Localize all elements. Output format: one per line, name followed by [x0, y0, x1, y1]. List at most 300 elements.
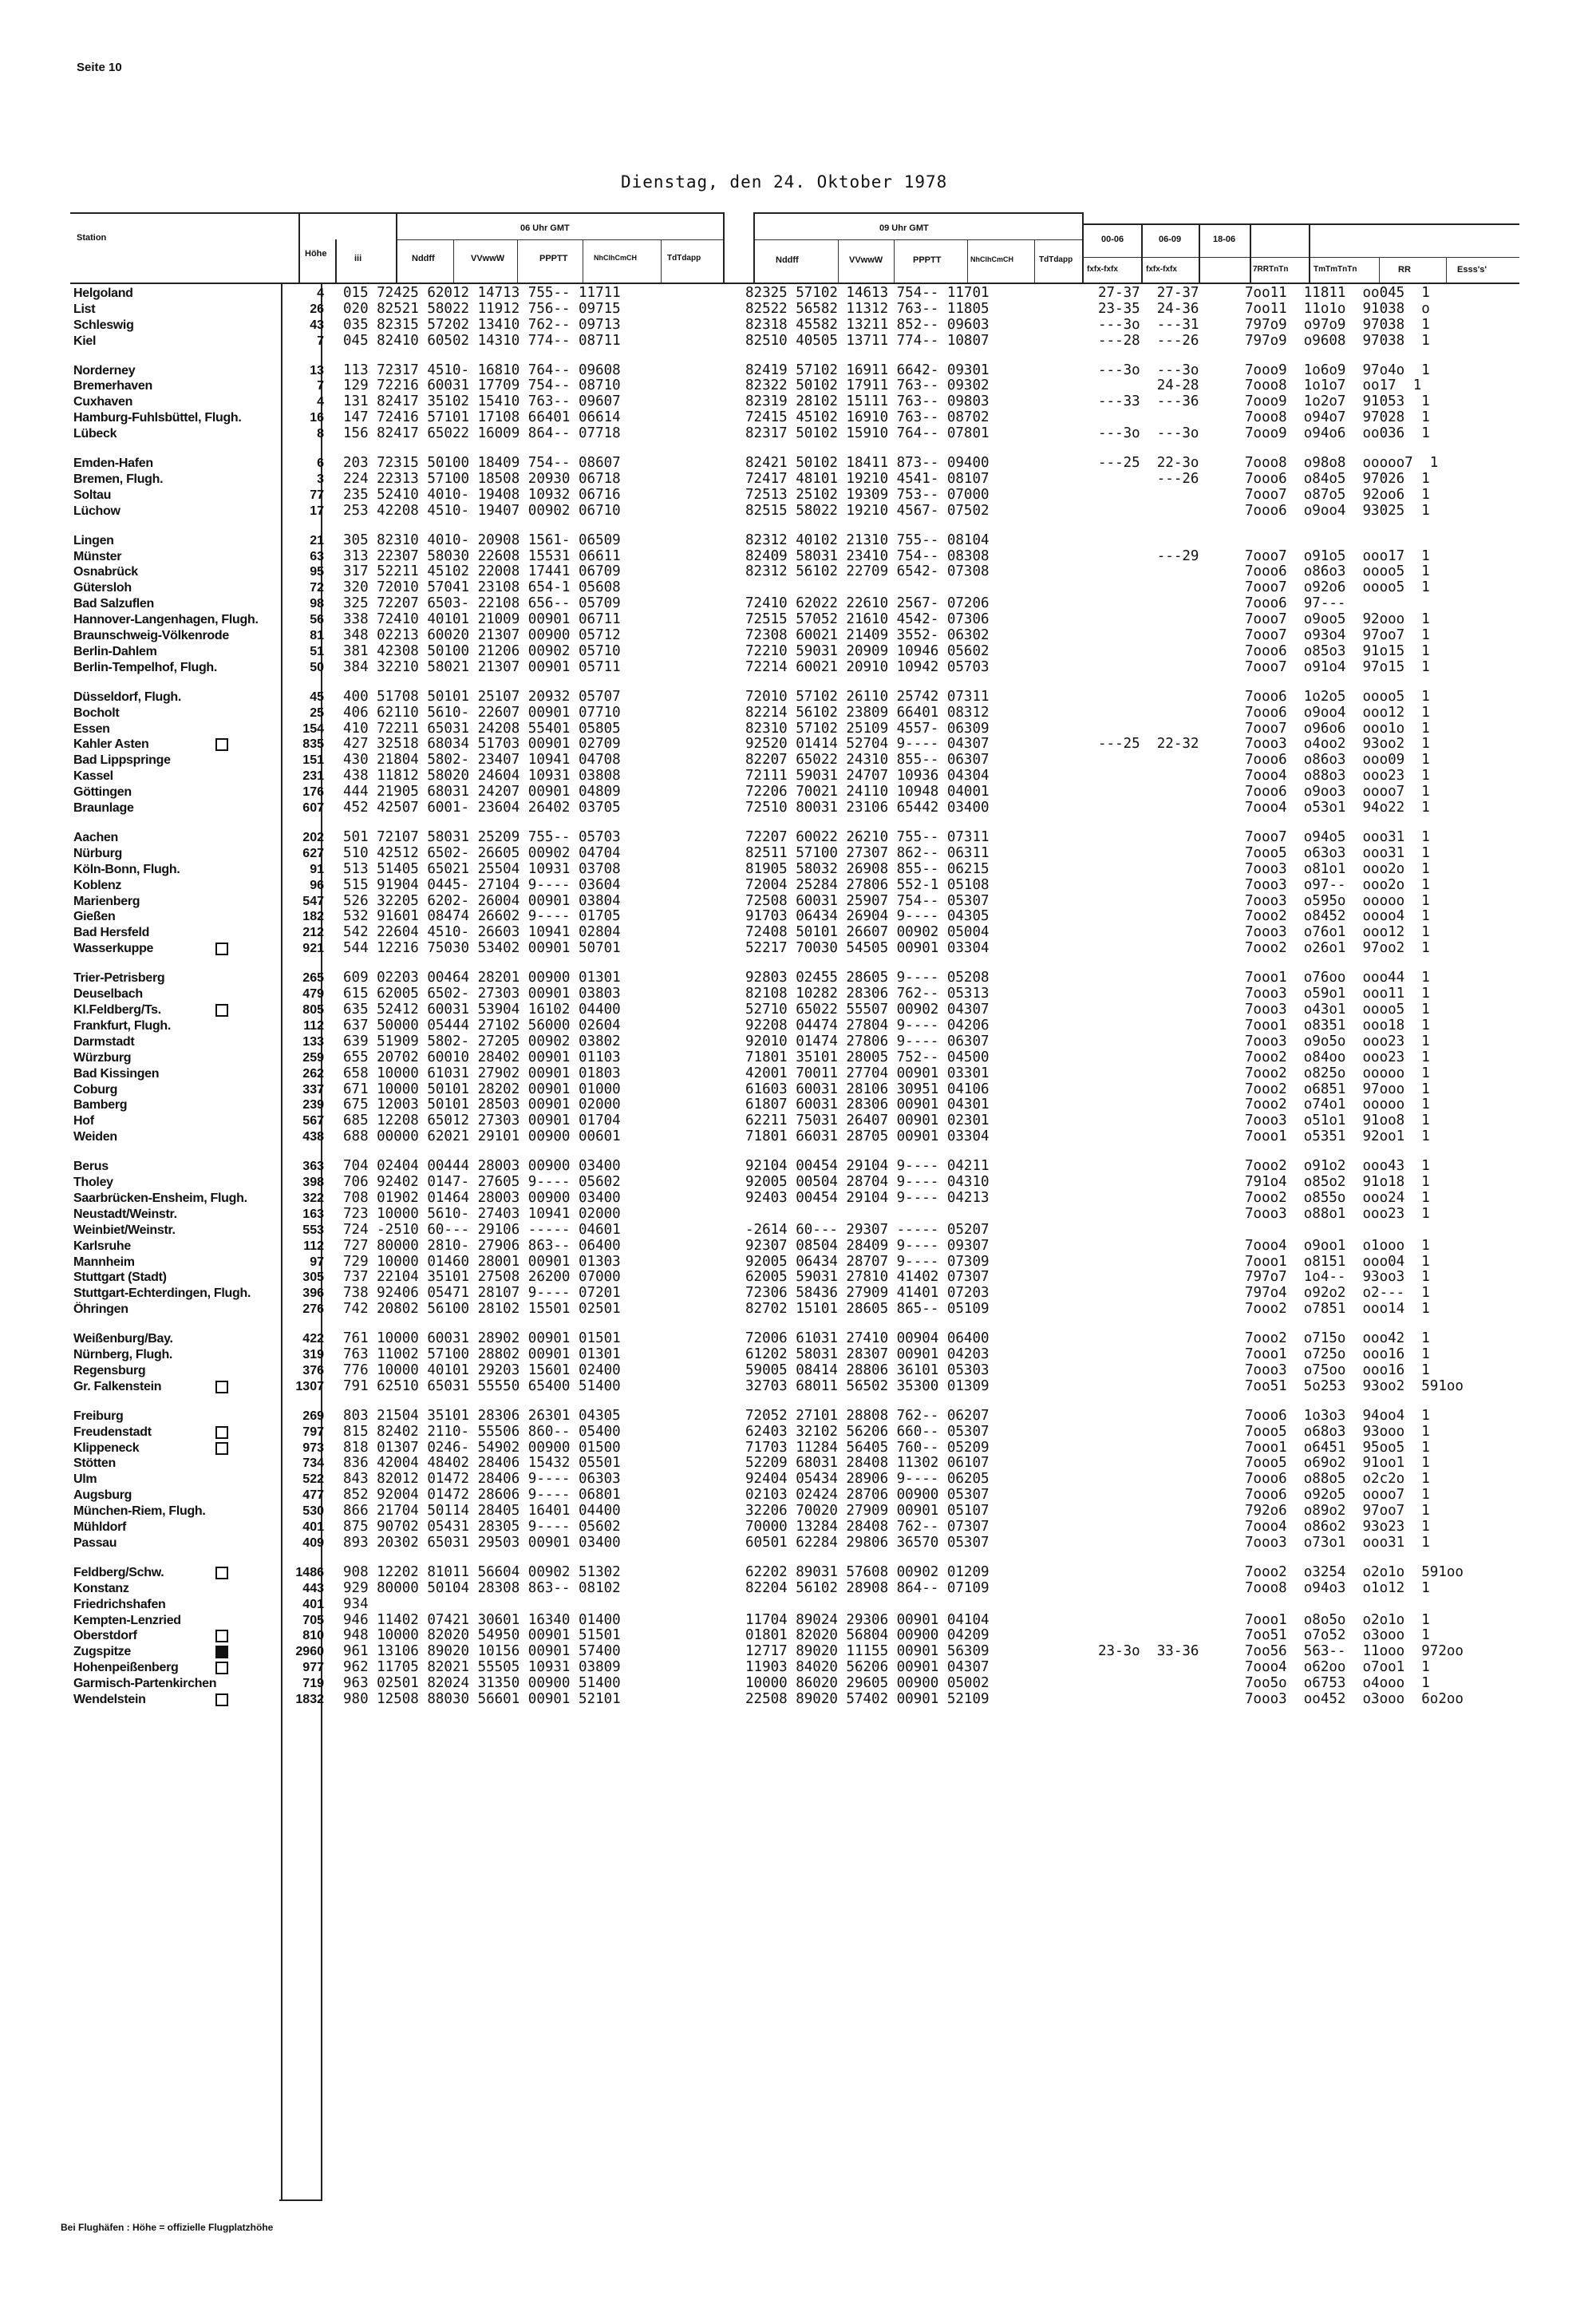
station-name: Hamburg-Fuhlsbüttel, Flugh. — [73, 411, 242, 425]
station-height: 835 — [302, 737, 324, 751]
obs-09-gmt: 62403 32102 56206 660-- 05307 — [745, 1424, 990, 1440]
header-mid-rule-periods — [1084, 257, 1519, 258]
table-row — [0, 595, 1596, 612]
station-name: Lüchow — [73, 504, 120, 518]
mountain-station-square-icon — [215, 1426, 228, 1439]
station-name: Soltau — [73, 488, 112, 502]
header-subdivider — [1446, 257, 1447, 283]
station-height: 276 — [302, 1302, 324, 1316]
filled-square-icon — [215, 1646, 228, 1658]
obs-09-gmt: 11903 84020 56206 00901 04307 — [745, 1659, 990, 1675]
obs-06-gmt: 688 00000 62021 29101 00900 00601 — [343, 1128, 621, 1144]
obs-06-gmt: 410 72211 65031 24208 55401 05805 — [343, 721, 621, 737]
header-divider — [1141, 223, 1143, 283]
obs-09-gmt: 82515 58022 19210 4567- 07502 — [745, 503, 990, 519]
obs-09-gmt: 72515 57052 21610 4542- 07306 — [745, 611, 990, 627]
period-18-06-values: 7ooo2 o74o1 ooooo 1 — [1245, 1097, 1430, 1113]
station-name: Wendelstein — [73, 1693, 146, 1706]
header-divider — [335, 239, 337, 283]
obs-06-gmt: 020 82521 58022 11912 756-- 09715 — [343, 301, 621, 317]
station-name: Göttingen — [73, 785, 132, 799]
obs-06-gmt: 325 72207 6503- 22108 656-- 05709 — [343, 595, 621, 611]
period-18-06-values: 7ooo7 o91o4 97o15 1 — [1245, 659, 1430, 675]
period-18-06-values: 792o6 o89o2 97oo7 1 — [1245, 1503, 1430, 1519]
station-height: 3 — [317, 472, 324, 486]
station-name: Friedrichshafen — [73, 1598, 166, 1611]
period-18-06-values: 7ooo6 o88o5 o2c2o 1 — [1245, 1471, 1430, 1487]
gust-periods: ---28 ---26 — [1098, 333, 1199, 349]
obs-09-gmt: 72004 25284 27806 552-1 05108 — [745, 877, 990, 893]
station-height: 705 — [302, 1614, 324, 1627]
station-name: Feldberg/Schw. — [73, 1566, 164, 1579]
period-18-06-values: 7ooo6 o9oo3 oooo7 1 — [1245, 784, 1430, 800]
period-18-06-values: 7ooo2 o91o2 ooo43 1 — [1245, 1158, 1430, 1174]
table-row — [0, 548, 1596, 565]
station-height: 567 — [302, 1114, 324, 1128]
station-name: Oberstdorf — [73, 1629, 137, 1642]
header-subdivider — [517, 239, 518, 283]
header-subdivider — [1379, 257, 1380, 283]
obs-09-gmt: 72410 62022 22610 2567- 07206 — [745, 595, 990, 611]
header-top-rule-09 — [753, 212, 1082, 214]
table-row — [0, 800, 1596, 816]
table-row — [0, 829, 1596, 846]
table-row — [0, 1675, 1596, 1692]
header-gust-00-06: fxfx-fxfx — [1087, 265, 1118, 274]
table-row — [0, 503, 1596, 520]
station-height: 530 — [302, 1504, 324, 1518]
header-divider — [753, 212, 755, 283]
station-height: 151 — [302, 753, 324, 767]
table-row — [0, 301, 1596, 318]
gust-periods: ---3o ---3o — [1098, 362, 1199, 378]
header-mid-rule-09 — [755, 239, 1082, 240]
gust-periods: ---25 22-3o — [1098, 455, 1199, 471]
table-row — [0, 1254, 1596, 1271]
period-18-06-values: 7oo5o o6753 o4ooo 1 — [1245, 1675, 1430, 1691]
station-name: Bad Hersfeld — [73, 926, 150, 939]
obs-06-gmt: 510 42512 6502- 26605 00902 04704 — [343, 845, 621, 861]
header-bottom-rule — [70, 283, 1519, 284]
station-height: 95 — [310, 565, 324, 579]
table-row — [0, 1033, 1596, 1050]
period-18-06-values: 7ooo7 o9oo5 92ooo 1 — [1245, 611, 1430, 627]
header-period-06-09: 06-09 — [1159, 235, 1182, 244]
header-hoehe: Höhe — [305, 249, 327, 259]
gust-periods: ---3o ---3o — [1098, 425, 1199, 441]
obs-06-gmt: 639 51909 5802- 27205 00902 03802 — [343, 1033, 621, 1049]
obs-09-gmt: 92005 00504 28704 9---- 04310 — [745, 1174, 990, 1190]
station-height: 262 — [302, 1067, 324, 1081]
obs-09-gmt: 61807 60031 28306 00901 04301 — [745, 1097, 990, 1113]
period-18-06-values: 7ooo3 o97-- ooo2o 1 — [1245, 877, 1430, 893]
obs-09-gmt: 82319 28102 15111 763-- 09803 — [745, 393, 990, 409]
header-top-rule-periods — [1084, 223, 1519, 225]
obs-06-gmt: 729 10000 01460 28001 00901 01303 — [343, 1254, 621, 1270]
table-row — [0, 285, 1596, 302]
obs-06-gmt: 305 82310 4010- 20908 1561- 06509 — [343, 532, 621, 548]
obs-06-gmt: 384 32210 58021 21307 00901 05711 — [343, 659, 621, 675]
obs-06-gmt: 400 51708 50101 25107 20932 05707 — [343, 689, 621, 705]
table-row — [0, 877, 1596, 894]
obs-09-gmt: 82204 56102 28908 864-- 07109 — [745, 1580, 990, 1596]
header-divider — [1199, 223, 1200, 283]
header-subdivider — [453, 239, 454, 283]
obs-06-gmt: 609 02203 00464 28201 00900 01301 — [343, 970, 621, 986]
obs-09-gmt: 52217 70030 54505 00901 03304 — [745, 940, 990, 956]
mountain-station-square-icon — [215, 1662, 228, 1674]
header-iii: iii — [354, 254, 362, 263]
station-height: 8 — [317, 427, 324, 441]
station-name: Frankfurt, Flugh. — [73, 1019, 172, 1033]
station-height: 96 — [310, 879, 324, 892]
obs-06-gmt: 658 10000 61031 27902 00901 01803 — [343, 1065, 621, 1081]
obs-09-gmt: 92403 00454 29104 9---- 04213 — [745, 1190, 990, 1206]
station-name: Braunlage — [73, 801, 134, 815]
station-height: 810 — [302, 1629, 324, 1642]
station-name: Coburg — [73, 1083, 118, 1097]
period-18-06-values: 7ooo2 o3254 o2o1o 591oo — [1245, 1564, 1464, 1580]
obs-06-gmt: 776 10000 40101 29203 15601 02400 — [343, 1362, 621, 1378]
obs-09-gmt: 62202 89031 57608 00902 01209 — [745, 1564, 990, 1580]
station-name: Lübeck — [73, 427, 117, 441]
station-height: 477 — [302, 1488, 324, 1502]
table-row — [0, 1440, 1596, 1456]
header-divider — [723, 212, 725, 283]
period-18-06-values: 7ooo3 o76o1 ooo12 1 — [1245, 924, 1430, 940]
obs-09-gmt: 12717 89020 11155 00901 56309 — [745, 1643, 990, 1659]
obs-09-gmt: 02103 02424 28706 00900 05307 — [745, 1487, 990, 1503]
period-18-06-values: 7oo51 o7o52 o3ooo 1 — [1245, 1627, 1430, 1643]
period-18-06-values: 7ooo4 o88o3 ooo23 1 — [1245, 768, 1430, 784]
station-name: Trier-Petrisberg — [73, 971, 165, 985]
station-height: 734 — [302, 1456, 324, 1470]
table-row — [0, 1301, 1596, 1318]
period-18-06-values: 7ooo5 o63o3 ooo31 1 — [1245, 845, 1430, 861]
station-name: Neustadt/Weinstr. — [73, 1207, 177, 1221]
header-rr-tn: 7RRTnTn — [1253, 265, 1289, 274]
period-18-06-values: 7ooo3 o9o5o ooo23 1 — [1245, 1033, 1430, 1049]
table-row — [0, 1269, 1596, 1286]
obs-09-gmt: 72214 60021 20910 10942 05703 — [745, 659, 990, 675]
station-name: Kiel — [73, 334, 97, 348]
period-18-06-values: 7ooo8 o94o3 o1o12 1 — [1245, 1580, 1430, 1596]
period-18-06-values: 7ooo4 o53o1 94o22 1 — [1245, 800, 1430, 816]
obs-06-gmt: 836 42004 48402 28406 15432 05501 — [343, 1455, 621, 1471]
obs-06-gmt: 803 21504 35101 28306 26301 04305 — [343, 1408, 621, 1424]
station-name: Kassel — [73, 769, 113, 783]
obs-06-gmt: 317 52211 45102 22008 17441 06709 — [343, 563, 621, 579]
mountain-station-square-icon — [215, 943, 228, 955]
period-18-06-values: 7ooo2 o825o ooooo 1 — [1245, 1065, 1430, 1081]
obs-09-gmt: 82510 40505 13711 774-- 10807 — [745, 333, 990, 349]
table-row — [0, 1424, 1596, 1441]
obs-09-gmt: 72052 27101 28808 762-- 06207 — [745, 1408, 990, 1424]
header-ppptt-06: PPPTT — [539, 254, 568, 263]
period-18-06-values: 7ooo3 o81o1 ooo2o 1 — [1245, 861, 1430, 877]
station-name: Klippeneck — [73, 1441, 140, 1455]
obs-06-gmt: 946 11402 07421 30601 16340 01400 — [343, 1612, 621, 1628]
station-height: 401 — [302, 1598, 324, 1611]
obs-09-gmt: 82310 57102 25109 4557- 06309 — [745, 721, 990, 737]
table-row — [0, 455, 1596, 472]
obs-09-gmt: 82522 56582 11312 763-- 11805 — [745, 301, 990, 317]
obs-06-gmt: 908 12202 81011 56604 00902 51302 — [343, 1564, 621, 1580]
period-18-06-values: 7ooo6 o92o5 oooo7 1 — [1245, 1487, 1430, 1503]
station-name: Gr. Falkenstein — [73, 1380, 162, 1393]
period-18-06-values: 797o4 o92o2 o2--- 1 — [1245, 1285, 1430, 1301]
obs-09-gmt: 72010 57102 26110 25742 07311 — [745, 689, 990, 705]
obs-06-gmt: 704 02404 00444 28003 00900 03400 — [343, 1158, 621, 1174]
station-height: 72 — [310, 581, 324, 595]
obs-09-gmt: 62005 59031 27810 41402 07307 — [745, 1269, 990, 1285]
obs-06-gmt: 035 82315 57202 13410 762-- 09713 — [343, 317, 621, 333]
period-18-06-values: 7ooo2 o715o ooo42 1 — [1245, 1330, 1430, 1346]
station-name: Hof — [73, 1114, 94, 1128]
obs-09-gmt: -2614 60--- 29307 ----- 05207 — [745, 1222, 990, 1238]
obs-09-gmt: 92803 02455 28605 9---- 05208 — [745, 970, 990, 986]
table-row — [0, 1049, 1596, 1066]
table-row — [0, 1580, 1596, 1597]
header-vvwww-09: VVwwW — [849, 255, 883, 265]
obs-09-gmt: 82312 40102 21310 755-- 08104 — [745, 532, 990, 548]
obs-09-gmt: 32206 70020 27909 00901 05107 — [745, 1503, 990, 1519]
header-gust-06-09: fxfx-fxfx — [1146, 265, 1177, 274]
station-height: 112 — [303, 1239, 324, 1253]
station-name: Stötten — [73, 1456, 117, 1470]
station-height: 81 — [310, 629, 324, 642]
period-18-06-values: 7ooo8 o98o8 ooooo7 1 — [1245, 455, 1439, 471]
station-name: Cuxhaven — [73, 395, 133, 409]
obs-09-gmt: 92520 01414 52704 9---- 04307 — [745, 736, 990, 752]
station-name: Hohenpeißenberg — [73, 1661, 179, 1674]
obs-09-gmt: 81905 58032 26908 855-- 06215 — [745, 861, 990, 877]
obs-09-gmt: 61603 60031 28106 30951 04106 — [745, 1081, 990, 1097]
station-height: 7 — [317, 334, 324, 348]
obs-09-gmt: 72207 60022 26210 755-- 07311 — [745, 829, 990, 845]
station-name: Kl.Feldberg/Ts. — [73, 1003, 161, 1017]
period-18-06-values: 7ooo6 o9oo4 93025 1 — [1245, 503, 1430, 519]
table-row — [0, 1081, 1596, 1098]
header-subdivider — [894, 239, 895, 283]
header-subdivider — [661, 239, 662, 283]
station-height: 396 — [302, 1286, 324, 1300]
station-height: 319 — [302, 1348, 324, 1361]
obs-06-gmt: 501 72107 58031 25209 755-- 05703 — [343, 829, 621, 845]
station-height: 259 — [302, 1051, 324, 1065]
table-row — [0, 970, 1596, 986]
period-18-06-values: 7ooo6 o84o5 97026 1 — [1245, 471, 1430, 487]
obs-06-gmt: 685 12208 65012 27303 00901 01704 — [343, 1113, 621, 1128]
header-station: Station — [77, 233, 107, 243]
station-height: 438 — [302, 1130, 324, 1144]
period-18-06-values: 7ooo7 o93o4 97oo7 1 — [1245, 627, 1430, 643]
obs-09-gmt: 72308 60021 21409 3552- 06302 — [745, 627, 990, 643]
table-row — [0, 1206, 1596, 1223]
header-divider — [396, 212, 397, 283]
header-divider — [298, 212, 300, 283]
obs-09-gmt: 59005 08414 28806 36101 05303 — [745, 1362, 990, 1378]
table-row — [0, 471, 1596, 488]
station-height: 265 — [302, 971, 324, 985]
station-name: Saarbrücken-Ensheim, Flugh. — [73, 1192, 247, 1205]
table-row — [0, 940, 1596, 957]
header-subdivider — [967, 239, 968, 283]
obs-06-gmt: 761 10000 60031 28902 00901 01501 — [343, 1330, 621, 1346]
header-clouds-09: NhClhCmCH — [970, 255, 1013, 263]
header-tdtd-09: TdTdapp — [1039, 255, 1073, 264]
obs-06-gmt: 635 52412 60031 53904 16102 04400 — [343, 1002, 621, 1018]
station-name: Marienberg — [73, 895, 140, 908]
station-height: 45 — [310, 690, 324, 704]
station-name: Augsburg — [73, 1488, 132, 1502]
header-top-rule-06 — [70, 212, 725, 214]
obs-09-gmt: 72006 61031 27410 00904 06400 — [745, 1330, 990, 1346]
period-18-06-values: 7oo11 11811 oo045 1 — [1245, 285, 1430, 301]
station-name: Kempten-Lenzried — [73, 1614, 181, 1627]
obs-06-gmt: 313 22307 58030 22608 15531 06611 — [343, 548, 621, 564]
obs-09-gmt: 01801 82020 56804 00900 04209 — [745, 1627, 990, 1643]
header-rr: RR — [1398, 265, 1411, 275]
station-name: Bad Kissingen — [73, 1067, 160, 1081]
period-18-06-values: 7ooo3 o59o1 ooo11 1 — [1245, 986, 1430, 1002]
period-18-06-values: 7ooo9 1o6o9 97o4o 1 — [1245, 362, 1430, 378]
obs-06-gmt: 961 13106 89020 10156 00901 57400 — [343, 1643, 621, 1659]
obs-06-gmt: 338 72410 40101 21009 00901 06711 — [343, 611, 621, 627]
obs-06-gmt: 706 92402 0147- 27605 9---- 05602 — [343, 1174, 621, 1190]
station-name: Emden-Hafen — [73, 456, 153, 470]
obs-06-gmt: 253 42208 4510- 19407 00902 06710 — [343, 503, 621, 519]
obs-09-gmt: 82312 56102 22709 6542- 07308 — [745, 563, 990, 579]
obs-06-gmt: 526 32205 6202- 26004 00901 03804 — [343, 893, 621, 909]
station-name: Würzburg — [73, 1051, 132, 1065]
header-tmtn: TmTmTnTn — [1314, 265, 1357, 274]
table-row — [0, 409, 1596, 426]
station-height: 6 — [317, 456, 324, 470]
obs-09-gmt: 11704 89024 29306 00901 04104 — [745, 1612, 990, 1628]
table-row — [0, 768, 1596, 784]
table-row — [0, 1408, 1596, 1425]
period-18-06-values: 7ooo1 o76oo ooo44 1 — [1245, 970, 1430, 986]
table-row — [0, 924, 1596, 941]
table-row — [0, 893, 1596, 910]
station-height: 401 — [302, 1520, 324, 1534]
table-row — [0, 1596, 1596, 1613]
obs-09-gmt: 92208 04474 27804 9---- 04206 — [745, 1018, 990, 1033]
table-row — [0, 627, 1596, 644]
mountain-station-square-icon — [215, 1004, 228, 1017]
table-row — [0, 1659, 1596, 1676]
table-row — [0, 1190, 1596, 1207]
station-name: Weißenburg/Bay. — [73, 1332, 173, 1346]
station-name: Weinbiet/Weinstr. — [73, 1223, 176, 1237]
obs-06-gmt: 727 80000 2810- 27906 863-- 06400 — [343, 1238, 621, 1254]
station-height: 98 — [310, 597, 324, 611]
obs-06-gmt: 427 32518 68034 51703 00901 02709 — [343, 736, 621, 752]
obs-09-gmt: 72408 50101 26607 00902 05004 — [745, 924, 990, 940]
station-height: 176 — [302, 785, 324, 799]
header-divider — [1250, 223, 1251, 283]
station-height: 522 — [302, 1472, 324, 1486]
obs-09-gmt: 61202 58031 28307 00901 04203 — [745, 1346, 990, 1362]
period-18-06-values: 7ooo2 o84oo ooo23 1 — [1245, 1049, 1430, 1065]
station-height: 133 — [302, 1035, 324, 1049]
obs-09-gmt: 82318 45582 13211 852-- 09603 — [745, 317, 990, 333]
table-row — [0, 845, 1596, 862]
station-height: 627 — [302, 847, 324, 860]
obs-06-gmt: 515 91904 0445- 27104 9---- 03604 — [343, 877, 621, 893]
table-row — [0, 861, 1596, 878]
obs-09-gmt: 10000 86020 29605 00900 05002 — [745, 1675, 990, 1691]
station-height: 977 — [302, 1661, 324, 1674]
station-name: Osnabrück — [73, 565, 138, 579]
station-name: Darmstadt — [73, 1035, 135, 1049]
table-row — [0, 1535, 1596, 1551]
obs-06-gmt: 742 20802 56100 28102 15501 02501 — [343, 1301, 621, 1317]
gust-periods: ---25 22-32 — [1098, 736, 1199, 752]
station-name: Bocholt — [73, 706, 120, 720]
obs-09-gmt: 82409 58031 23410 754-- 08308 — [745, 548, 990, 564]
station-name: Nürnberg, Flugh. — [73, 1348, 173, 1361]
obs-09-gmt: 71801 35101 28005 752-- 04500 — [745, 1049, 990, 1065]
obs-06-gmt: 818 01307 0246- 54902 00900 01500 — [343, 1440, 621, 1456]
obs-06-gmt: 962 11705 82021 55505 10931 03809 — [343, 1659, 621, 1675]
obs-06-gmt: 791 62510 65031 55550 65400 51400 — [343, 1378, 621, 1394]
table-row — [0, 1238, 1596, 1255]
table-row — [0, 563, 1596, 580]
period-18-06-values: 7ooo7 o96o6 ooo1o 1 — [1245, 721, 1430, 737]
station-name: Helgoland — [73, 287, 133, 300]
period-18-06-values: 7ooo5 o69o2 91oo1 1 — [1245, 1455, 1430, 1471]
station-name: Hannover-Langenhagen, Flugh. — [73, 613, 259, 626]
station-height: 91 — [310, 863, 324, 876]
period-18-06-values: 7ooo3 oo452 o3ooo 6o2oo — [1245, 1691, 1464, 1707]
station-height: 479 — [302, 987, 324, 1001]
station-height: 50 — [310, 661, 324, 674]
station-height: 376 — [302, 1364, 324, 1377]
station-name: Schleswig — [73, 318, 134, 332]
station-name: Aachen — [73, 831, 118, 844]
gust-periods: ---29 — [1098, 548, 1199, 564]
station-height: 607 — [302, 801, 324, 815]
table-row — [0, 1065, 1596, 1082]
table-row — [0, 752, 1596, 769]
header-ppptt-09: PPPTT — [913, 255, 942, 265]
period-18-06-values: 7ooo2 o8452 oooo4 1 — [1245, 908, 1430, 924]
obs-06-gmt: 320 72010 57041 23108 654-1 05608 — [343, 579, 621, 595]
gust-periods: 23-3o 33-36 — [1098, 1643, 1199, 1659]
table-row — [0, 1455, 1596, 1472]
station-name: Braunschweig-Völkenrode — [73, 629, 229, 642]
station-height: 212 — [302, 926, 324, 939]
period-18-06-values: 7ooo6 1o3o3 94oo4 1 — [1245, 1408, 1430, 1424]
station-name: Berlin-Tempelhof, Flugh. — [73, 661, 218, 674]
station-name: Gießen — [73, 910, 116, 923]
station-name: Bad Lippspringe — [73, 753, 171, 767]
obs-09-gmt: 92307 08504 28409 9---- 09307 — [745, 1238, 990, 1254]
station-name: Norderney — [73, 364, 136, 377]
period-18-06-values: 7oo56 563-- 11ooo 972oo — [1245, 1643, 1464, 1659]
obs-06-gmt: 224 22313 57100 18508 20930 06718 — [343, 471, 621, 487]
period-18-06-values: 7ooo8 1o1o7 oo17 1 — [1245, 377, 1422, 393]
period-18-06-values: 7ooo6 o9oo4 ooo12 1 — [1245, 705, 1430, 721]
table-row — [0, 1487, 1596, 1504]
obs-06-gmt: 113 72317 4510- 16810 764-- 09608 — [343, 362, 621, 378]
table-row — [0, 362, 1596, 379]
mountain-station-square-icon — [215, 1442, 228, 1455]
table-row — [0, 1174, 1596, 1191]
header-vvwww-06: VVwwW — [471, 254, 505, 263]
